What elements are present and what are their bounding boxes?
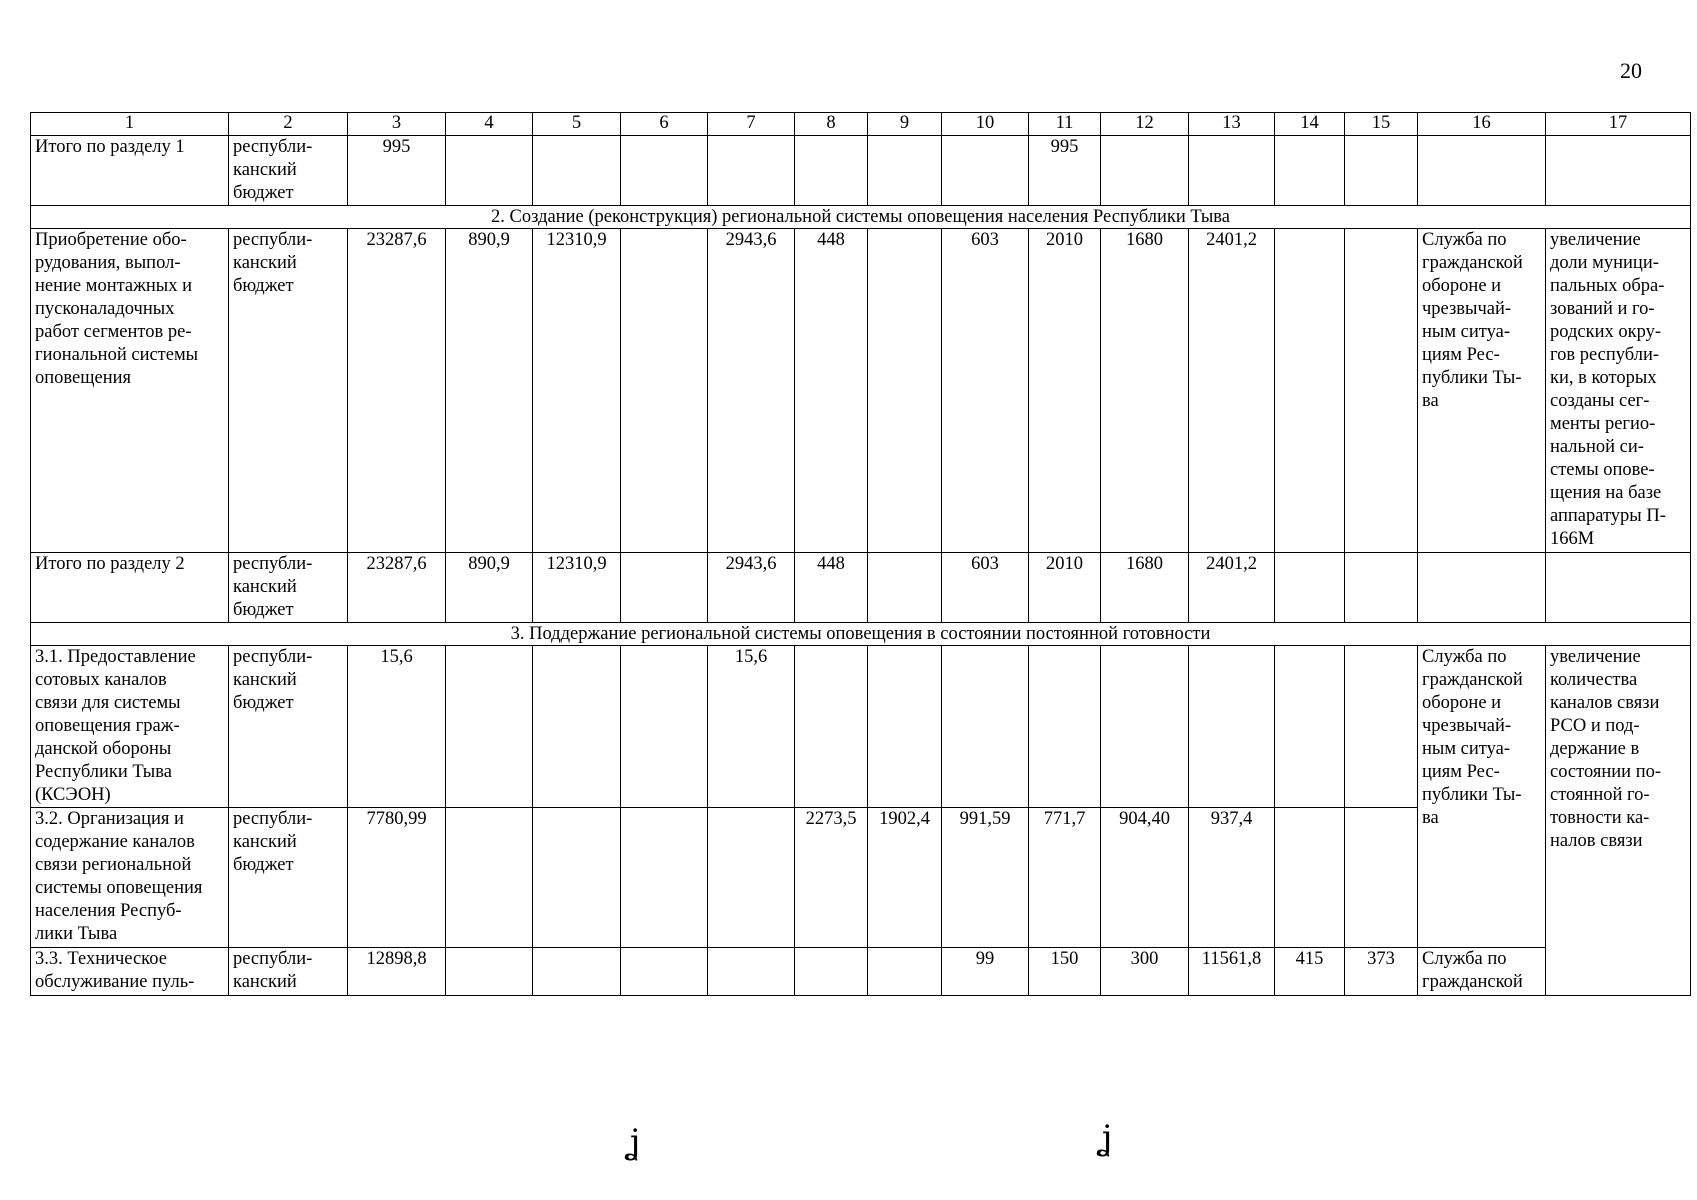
cell-total: 23287,6 <box>348 553 446 623</box>
page-number: 20 <box>1620 58 1642 83</box>
cell-value: 995 <box>1029 136 1101 206</box>
col-num: 1 <box>31 113 229 136</box>
cell <box>708 808 795 948</box>
cell-value: 603 <box>942 229 1029 553</box>
cell-value: 2010 <box>1029 553 1101 623</box>
cell-value: 99 <box>942 948 1029 996</box>
cell <box>621 136 708 206</box>
table-row-total-2 <box>31 553 1691 623</box>
cell-total: 12898,8 <box>348 948 446 996</box>
col-num: 14 <box>1275 113 1345 136</box>
table-row-3-1 <box>31 646 1691 808</box>
cell <box>1418 553 1546 623</box>
cell <box>621 646 708 808</box>
cell <box>1275 136 1345 206</box>
col-num: 17 <box>1546 113 1691 136</box>
funding-source: республи- канский бюджет <box>229 136 348 206</box>
row-name: 3.3. Техническое обслуживание пуль- <box>31 948 229 996</box>
col-num: 9 <box>868 113 942 136</box>
col-num: 2 <box>229 113 348 136</box>
cell-value: 2943,6 <box>708 553 795 623</box>
col-num: 12 <box>1101 113 1189 136</box>
cell <box>1418 136 1546 206</box>
col-num: 5 <box>533 113 621 136</box>
col-num: 3 <box>348 113 446 136</box>
cell <box>446 808 533 948</box>
cell-value: 373 <box>1345 948 1418 996</box>
col-num: 10 <box>942 113 1029 136</box>
cell <box>1101 646 1189 808</box>
cell-value: 448 <box>795 553 868 623</box>
scan-mark: ʝ <box>1100 1118 1113 1158</box>
section-heading: 3. Поддержание региональной системы оповещения в состоянии постоянной готовности <box>31 623 1691 646</box>
col-num: 8 <box>795 113 868 136</box>
cell <box>1275 553 1345 623</box>
cell <box>621 229 708 553</box>
cell <box>708 136 795 206</box>
cell-total: 15,6 <box>348 646 446 808</box>
cell <box>533 808 621 948</box>
cell-value: 2010 <box>1029 229 1101 553</box>
cell <box>795 136 868 206</box>
cell <box>533 136 621 206</box>
executor: Служба по гражданской <box>1418 948 1546 996</box>
funding-source: республи- канский бюджет <box>229 229 348 553</box>
cell <box>708 948 795 996</box>
cell <box>533 646 621 808</box>
executor: Служба по гражданской обороне и чрезвычай- ным ситуа- циям Рес- публики Ты- ва <box>1418 646 1546 948</box>
cell <box>868 646 942 808</box>
col-num: 11 <box>1029 113 1101 136</box>
row-name: 3.2. Организация и содержание каналов связи региональной системы оповещения населения Респуб- лики Тыва <box>31 808 229 948</box>
cell <box>868 229 942 553</box>
table-row-equipment <box>31 229 1691 553</box>
cell-value: 12310,9 <box>533 553 621 623</box>
cell-value: 1680 <box>1101 553 1189 623</box>
cell <box>868 553 942 623</box>
cell <box>1345 808 1418 948</box>
column-number-row <box>31 113 1691 136</box>
scan-mark: ʝ <box>628 1122 641 1162</box>
cell-total: 7780,99 <box>348 808 446 948</box>
cell-value: 150 <box>1029 948 1101 996</box>
cell-value: 904,40 <box>1101 808 1189 948</box>
cell <box>795 948 868 996</box>
row-name: Итого по разделу 2 <box>31 553 229 623</box>
cell <box>1345 229 1418 553</box>
cell-value: 890,9 <box>446 229 533 553</box>
row-name: 3.1. Предоставление сотовых каналов связи для системы оповещения граж- данской обороны Республики Тыва (КСЭОН) <box>31 646 229 808</box>
row-name: Приобретение обо- рудования, выпол- нение монтажных и пусконаладочных работ сегментов ре- гиональной системы оповещения <box>31 229 229 553</box>
executor: Служба по гражданской обороне и чрезвычай- ным ситуа- циям Рес- публики Ты- ва <box>1418 229 1546 553</box>
cell-value: 2273,5 <box>795 808 868 948</box>
cell-value: 11561,8 <box>1189 948 1275 996</box>
cell <box>621 553 708 623</box>
cell-value: 415 <box>1275 948 1345 996</box>
cell <box>446 646 533 808</box>
expected-result: увеличение количества каналов связи РСО и под- держание в состоянии по- стоянной го- товности ка- налов связи <box>1546 646 1691 996</box>
row-name: Итого по разделу 1 <box>31 136 229 206</box>
section-heading: 2. Создание (реконструкция) региональной системы оповещения населения Республики Тыва <box>31 206 1691 229</box>
cell-value: 1680 <box>1101 229 1189 553</box>
cell <box>795 646 868 808</box>
table-row-3-3 <box>31 948 1691 996</box>
cell <box>1546 136 1691 206</box>
cell-value: 603 <box>942 553 1029 623</box>
expected-result: увеличение доли муници- пальных обра- зований и го- родских окру- гов республи- ки, в которых созданы сег- менты регио- нальной си- стемы опове- щения на базе аппаратуры П- 166М <box>1546 229 1691 553</box>
table-row-total-1 <box>31 136 1691 206</box>
cell-value: 771,7 <box>1029 808 1101 948</box>
cell <box>1345 646 1418 808</box>
cell-value: 2401,2 <box>1189 553 1275 623</box>
col-num: 6 <box>621 113 708 136</box>
cell-value: 300 <box>1101 948 1189 996</box>
cell <box>942 136 1029 206</box>
funding-source: республи- канский бюджет <box>229 808 348 948</box>
cell <box>1275 808 1345 948</box>
cell-value: 12310,9 <box>533 229 621 553</box>
cell <box>621 948 708 996</box>
section-heading-row <box>31 206 1691 229</box>
program-table <box>30 112 1691 996</box>
cell <box>1345 553 1418 623</box>
funding-source: республи- канский <box>229 948 348 996</box>
cell-value: 448 <box>795 229 868 553</box>
cell <box>1546 553 1691 623</box>
section-heading-row <box>31 623 1691 646</box>
cell-total: 995 <box>348 136 446 206</box>
cell-value: 15,6 <box>708 646 795 808</box>
cell <box>446 948 533 996</box>
cell-value: 991,59 <box>942 808 1029 948</box>
cell <box>533 948 621 996</box>
cell-value: 890,9 <box>446 553 533 623</box>
cell <box>1189 646 1275 808</box>
funding-source: республи- канский бюджет <box>229 553 348 623</box>
cell <box>1189 136 1275 206</box>
col-num: 13 <box>1189 113 1275 136</box>
cell <box>1101 136 1189 206</box>
col-num: 15 <box>1345 113 1418 136</box>
cell-total: 23287,6 <box>348 229 446 553</box>
cell <box>868 948 942 996</box>
cell <box>1275 646 1345 808</box>
cell <box>1275 229 1345 553</box>
col-num: 4 <box>446 113 533 136</box>
cell <box>446 136 533 206</box>
cell <box>942 646 1029 808</box>
col-num: 7 <box>708 113 795 136</box>
cell-value: 1902,4 <box>868 808 942 948</box>
cell <box>1345 136 1418 206</box>
cell <box>621 808 708 948</box>
cell-value: 2401,2 <box>1189 229 1275 553</box>
cell-value: 2943,6 <box>708 229 795 553</box>
funding-source: республи- канский бюджет <box>229 646 348 808</box>
cell-value: 937,4 <box>1189 808 1275 948</box>
cell <box>1029 646 1101 808</box>
col-num: 16 <box>1418 113 1546 136</box>
cell <box>868 136 942 206</box>
